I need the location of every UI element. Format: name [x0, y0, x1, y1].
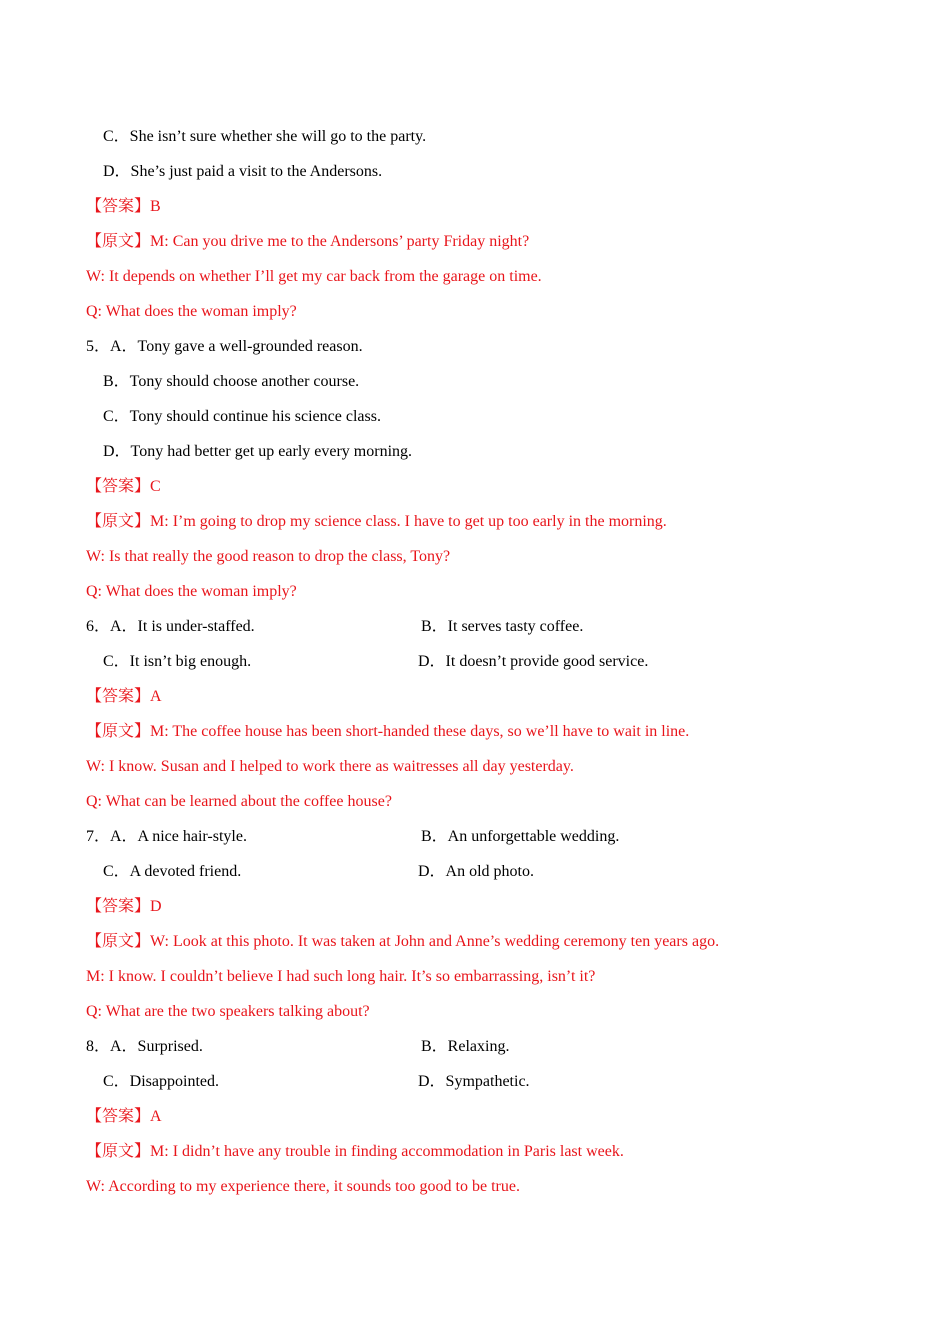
transcript-line: W: Look at this photo. It was taken at John and Anne’s wedding ceremony ten years ago.: [150, 933, 720, 950]
q4-transcript-q: Q: What does the woman imply?: [86, 303, 297, 320]
q4-transcript-m: [86, 232, 529, 267]
transcript-line: M: I’m going to drop my science class. I have to get up too early in the morning.: [150, 513, 667, 530]
transcript-tag: 【原文】: [86, 233, 151, 250]
q6-option-b: B．It serves tasty coffee.: [421, 618, 584, 635]
transcript-tag: 【原文】: [86, 933, 151, 950]
q5-transcript-q: Q: What does the woman imply?: [86, 583, 297, 600]
q5-option-d: D．Tony had better get up early every morning.: [103, 443, 413, 460]
q7-option-a: 7．A．A nice hair-style.: [86, 828, 247, 845]
q7-transcript-w: [86, 932, 719, 967]
transcript-line: M: The coffee house has been short-handed these days, so we’ll have to wait in line.: [150, 723, 690, 740]
q6-option-c: C．It isn’t big enough.: [103, 653, 252, 670]
q7-answer: 【答案】D: [86, 898, 162, 915]
q4-answer: 【答案】B: [86, 198, 161, 215]
transcript-tag: 【原文】: [86, 723, 151, 740]
q6-option-a: 6．A．It is under-staffed.: [86, 618, 255, 635]
q5-transcript-m: [86, 512, 667, 547]
q6-option-d: D．It doesn’t provide good service.: [418, 653, 649, 670]
q4-option-d: D．She’s just paid a visit to the Andersons.: [103, 163, 383, 180]
transcript-line: M: Can you drive me to the Andersons’ party Friday night?: [150, 233, 530, 250]
q4-option-c: C．She isn’t sure whether she will go to the party.: [103, 128, 427, 145]
q7-transcript-m: M: I know. I couldn’t believe I had such long hair. It’s so embarrassing, isn’t it?: [86, 968, 596, 985]
q8-answer: 【答案】A: [86, 1108, 162, 1125]
q8-option-d: D．Sympathetic.: [418, 1073, 530, 1090]
q4-transcript-w: W: It depends on whether I’ll get my car back from the garage on time.: [86, 268, 542, 285]
q6-transcript-q: Q: What can be learned about the coffee house?: [86, 793, 392, 810]
q5-answer: 【答案】C: [86, 478, 161, 495]
q8-option-a: 8．A．Surprised.: [86, 1038, 203, 1055]
transcript-tag: 【原文】: [86, 1143, 151, 1160]
q7-transcript-q: Q: What are the two speakers talking about?: [86, 1003, 370, 1020]
q7-option-b: B．An unforgettable wedding.: [421, 828, 620, 845]
transcript-line: M: I didn’t have any trouble in finding accommodation in Paris last week.: [150, 1143, 624, 1160]
q7-option-d: D．An old photo.: [418, 863, 535, 880]
q6-transcript-m: [86, 722, 689, 757]
q8-option-c: C．Disappointed.: [103, 1073, 219, 1090]
q6-answer: 【答案】A: [86, 688, 162, 705]
q5-option-c: C．Tony should continue his science class.: [103, 408, 381, 425]
q6-transcript-w: W: I know. Susan and I helped to work there as waitresses all day yesterday.: [86, 758, 574, 775]
q7-option-c: C．A devoted friend.: [103, 863, 242, 880]
q8-transcript-m: [86, 1142, 624, 1177]
q5-transcript-w: W: Is that really the good reason to drop the class, Tony?: [86, 548, 451, 565]
transcript-tag: 【原文】: [86, 513, 151, 530]
q8-option-b: B．Relaxing.: [421, 1038, 510, 1055]
q5-option-a: 5．A．Tony gave a well-grounded reason.: [86, 338, 363, 355]
q5-option-b: B．Tony should choose another course.: [103, 373, 360, 390]
q8-transcript-w: W: According to my experience there, it sounds too good to be true.: [86, 1178, 520, 1195]
